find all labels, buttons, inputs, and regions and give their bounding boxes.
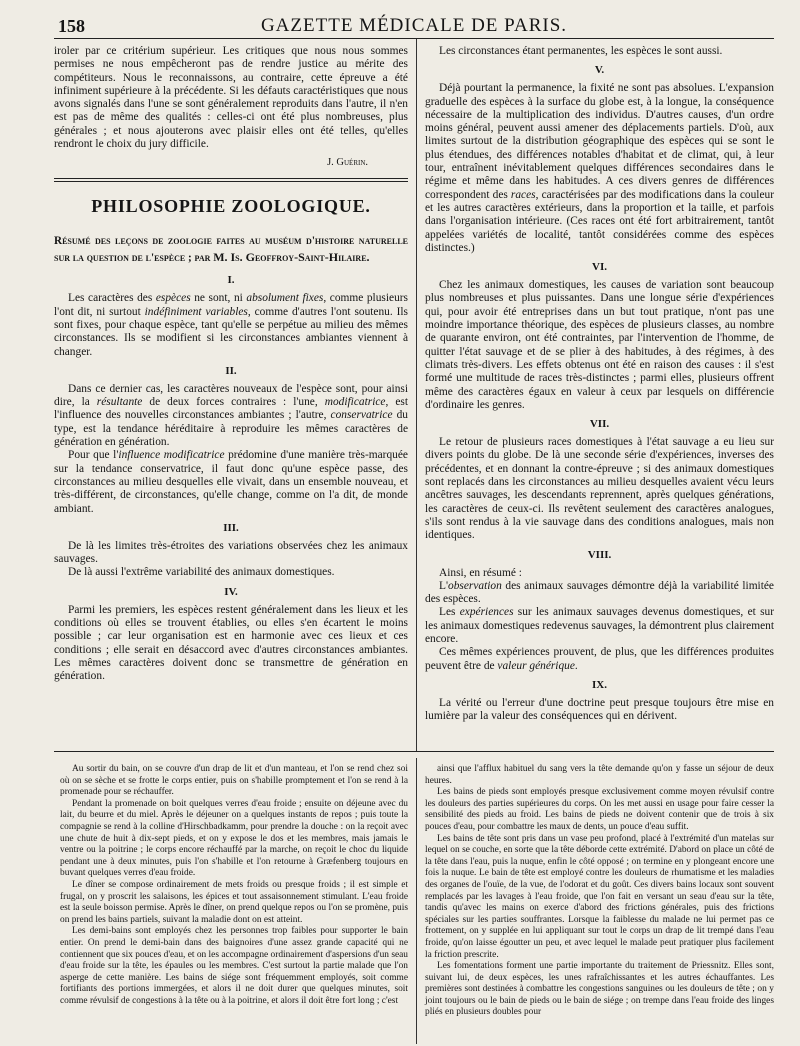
article-subtitle: [54, 233, 408, 266]
paragraph: Les bains de tête sont pris dans un vase peu profond, placé à l'extrémité d'un matelas sur lequel on se couche, en sorte que la tête déborde cette extrémité. D'abord on place un côté de la tête dans l'eau, puis la nuque, enfin le côté opposé ; on termine en y plongeant encore une fois la nuque. Le bain de tête est employé contre les douleurs de rhumatisme et les maladies des organes de l'ouïe, de la vue, de l'odorat et du goût. Ces divers bains locaux sont souvent remplacés par les lavages à l'eau froide, que l'on fait en versant un seau d'eau sur la tête, tandis qu'avec les mains on exerce d'abord des frictions générales, puis des frictions spéciales sur les parties souffrantes. Lorsque la faiblesse du malade ne lui permet pas ce frottement, on y supplée en lui appliquant sur tout le corps un drap de lit trempé dans l'eau froide, qu'on laisse égoutter un peu, et avec lequel le malade peut pratiquer plus facilement la friction prescrite.: [425, 833, 774, 960]
paragraph: Le retour de plusieurs races domestiques à l'état sauvage a eu lieu sur divers points du globe. De là une seconde série d'expériences, inverses des précédentes, et en donnant la contre-épreuve ; si des animaux domestiques sont replacés dans les circonstances au milieu desquelles avaient vécu leurs ancêtres sauvages, les descendants reprennent, après quelques générations, les caractères de ceux-ci. Ils revêtent seulement des caractères analogues, s'ils sont rendus à la vie sauvage dans des conditions analogues, mais non identiques.: [425, 436, 774, 542]
text-run: Les caractères des: [68, 292, 156, 305]
text-run: du type, est la tendance héréditaire à reproduire les mêmes caractères de génération en génération.: [54, 409, 408, 449]
section-numeral: V.: [594, 64, 605, 77]
section-numeral: I.: [227, 274, 235, 287]
paragraph: [425, 646, 774, 673]
italic-run: modificatrice: [324, 396, 386, 409]
text-run: , comme d'autres l'ont soutenu. Ils sont fixes, pour chaque espèce, tant qu'elle se perpétue au milieu des mêmes circonstances. Ils se modifient si les circonstances ambiantes viennent à changer.: [54, 305, 408, 358]
paragraph: Pendant la promenade on boit quelques verres d'eau froide ; ensuite on déjeune avec du lait, du beurre et du miel. Après le déjeuner on a quelques instants de repos ; puis toute la compagnie se rend à la colline d'Hirschbadkamm, pour prendre la douche : on la reçoit avec une chute de huit à dix-sept pieds, et on y expose le dos et les membres, mais jamais le ventre ou la poitrine ; le corps encore réchauffé par la marche, on reçoit le choc du liquide pendant une à deux minutes, puis l'on s'habille et l'on retourne à Græfenberg toujours en buvant quelques verres d'eau froide.: [60, 798, 408, 879]
paragraph: Les fomentations forment une partie importante du traitement de Priessnitz. Elles sont, suivant lui, de deux espèces, les unes rafraîchissantes et les autres échauffantes. Les premières sont destinées à combattre les congestions sanguines ou les douleurs de tête ; on y joint toujours ou le bain de pieds ou le bain de siége ; on trempe dans l'eau froide des linges pliés en plusieurs doubles pour: [425, 961, 774, 1018]
section-numeral: VI.: [592, 261, 607, 274]
section-numeral: III.: [223, 521, 239, 534]
italic-run: indéfiniment variables: [144, 305, 248, 318]
journal-title: GAZETTE MÉDICALE DE PARIS.: [260, 15, 568, 36]
text-run: , caractérisées par des modifications dans la couleur et les autres caractères extérieurs, dans la proportion et la taille, et parfois dans l'organisation intérieure. (Ces races ont été fort arbitrairement, tantôt appelées variétés de localité, tantôt considérées comme des espèces distinctes.): [425, 188, 774, 254]
lower-section: [54, 752, 774, 1044]
author-name: M. Is. Geoffroy-Saint-Hilaire.: [213, 250, 370, 265]
italic-run: observation: [448, 579, 502, 592]
italic-run: valeur générique: [497, 659, 575, 672]
paragraph: [54, 383, 408, 449]
section-title: PHILOSOPHIE ZOOLOGIQUE.: [91, 196, 371, 217]
upper-right-column: [416, 39, 774, 751]
paragraph: Les demi-bains sont employés chez les personnes trop faibles pour supporter le bain entier. On prend le demi-bain dans des baignoires d'une assez grande capacité qui ne contiennent que six pouces d'eau, et on les accompagne ordinairement d'aspersions d'un seau d'eau froide sur la tête, les épaules ou les membres. C'est surtout la partie malade que l'on asperge de cette manière. Les bains de siége sont fréquemment employés, soit comme fortifiants des portions immergées, et alors il ne doit durer que quelques minutes, soit comme révulsif de congestions à la tête ou à la poitrine, et alors il doit être fort long ; c'est: [60, 926, 408, 1006]
paragraph: Ainsi, en résumé :: [439, 566, 522, 579]
upper-section: [54, 39, 774, 752]
lower-left-column: [54, 758, 416, 1044]
text-run: des animaux sauvages démontre déjà la variabilité limitée des espèces.: [425, 579, 774, 606]
paragraph: ainsi que l'afflux habituel du sang vers la tête demande qu'on y fasse un séjour de deux heures.: [425, 764, 774, 786]
italic-run: influence modificatrice: [118, 449, 225, 462]
paragraph: [425, 82, 774, 255]
section-numeral: VIII.: [587, 548, 612, 561]
paragraph: Les bains de pieds sont employés presque exclusivement comme moyen révulsif contre les douleurs des parties supérieures du corps. On les met aussi en usage pour faire cesser la sensibilité des pieds au froid. Les bains de pieds ne doivent contenir que de trois à six pouces d'eau, pour combattre les maux de dents, un pouce d'eau suffit.: [425, 787, 774, 832]
text-run: Pour que l': [68, 449, 119, 462]
paragraph: Le dîner se compose ordinairement de mets froids ou presque froids ; il est simple et frugal, on y proscrit les salaisons, les épices et tout assaisonnement stimulant. L'eau froide est la seule boisson permise. Après le dîner, on prend quelque repos ou l'on se promène, puis on prend les bains partiels, suivant la maladie dont on est atteint.: [60, 879, 408, 925]
italic-run: conservatrice: [330, 409, 393, 422]
lower-right-column: [416, 758, 774, 1044]
page-number: 158: [58, 16, 85, 36]
italic-run: résultante: [96, 396, 143, 409]
running-head: [54, 12, 774, 39]
paragraph: De là les limites très-étroites des variations observées chez les animaux sauvages.: [54, 539, 408, 566]
italic-run: races: [510, 188, 536, 201]
paragraph: [425, 606, 774, 646]
upper-left-column: [54, 39, 416, 751]
section-numeral: IX.: [592, 678, 607, 691]
section-numeral: II.: [225, 364, 237, 377]
text-run: .: [574, 659, 578, 672]
paragraph: La vérité ou l'erreur d'une doctrine peut presque toujours être mise en lumière par la valeur des conséquences qui en dérivent.: [425, 696, 774, 723]
paragraph: De là aussi l'extrême variabilité des animaux domestiques.: [68, 566, 335, 579]
paragraph: [54, 292, 408, 358]
text-run: , comme plusieurs l'ont dit, ni surtout: [54, 292, 408, 318]
paragraph: [425, 580, 774, 607]
text-run: prédomine d'une manière très-marquée sur la tendance conservatrice, il faut donc qu'une espèce passe, des circonstances au milieu desquelles elle vivait, dans un ensemble nouveau, et très-différent, de circonstances, qu'elle change, comme on l'a dit, de monde ambiant.: [54, 449, 408, 515]
text-run: Déjà pourtant la permanence, la fixité ne sont pas absolues. L'expansion graduelle des espèces à la surface du globe est, à la longue, la conséquence nécessaire de la multiplication des individus. D'autres causes, d'un ordre moins général, peuvent aussi amener des déplacements partiels. D'où, aux limites surtout de la distribution géographique des espèces qui se sont le plus étendues, des différences notables d'habitat et de climat, qui, à leur tour, entraînent inévitablement quelques différences secondaires dans le régime et même dans les habitudes. A ces divers genres de différences correspondent des: [425, 82, 774, 201]
text-run: , est l'influence des nouvelles circonstances ambiantes ; l'autre,: [54, 396, 408, 422]
paragraph: [54, 449, 408, 515]
text-run: sur les animaux sauvages devenus domestiques, et sur les animaux domestiques redevenus sauvages, la démontrent plus clairement encore.: [425, 606, 774, 645]
text-run: L': [439, 579, 449, 592]
text-run: Les: [439, 606, 460, 619]
closing-paragraph: iroler par ce critérium supérieur. Les critiques que nous nous sommes permises ne nous empêcheront pas de rendre justice au mérite des compétiteurs. Nous le reconnaissons, au contraire, cette épreuve a été infiniment supérieure à la précédente. Si les défauts caractéristiques que nous avons signalés dans l'une se sont généralement reproduits dans l'autre, il n'en est pas de même des qualités : celles-ci ont été plus nombreuses, plus générales ; et nous ajouterons avec plaisir elles ont été telles, qu'elles rendront le choix du jury difficile.: [54, 45, 408, 151]
text-run: Ces mêmes expériences prouvent, de plus, que les différences produites peuvent être de: [425, 646, 774, 672]
text-run: ne sont, ni: [190, 292, 247, 305]
section-numeral: VII.: [589, 418, 610, 431]
section-numeral: IV.: [224, 585, 238, 598]
section-divider: [54, 178, 408, 182]
paragraph: Chez les animaux domestiques, les causes de variation sont beaucoup plus nombreuses et plus puissantes. Dans une longue série d'expériences qui, pour avoir été entreprises dans un but tout pratique, n'ont pas une moindre importance théorique, des espèces de plusieurs classes, au nombre de quarante environ, ont été contraintes, par l'intervention de l'homme, de quitter l'état sauvage et de se plier à des habitudes, à des régimes, à des climats très-divers. Les effets obtenus ont été en raison des causes : il s'est formé une multitude de races très-distinctes ; parmi elles, plusieurs offrent même des caractères égaux en valeur à ceux par lesquels on différencie d'ordinaire les genres.: [425, 279, 774, 411]
subtitle-text: Résumé des leçons de zoologie faites au muséum d'histoire naturelle sur la question de l'espèce ; par: [54, 235, 408, 265]
signature: J. Guérin.: [327, 157, 368, 169]
text-run: Dans ce dernier cas, les caractères nouveaux de l'espèce sont, pour ainsi dire, la: [54, 382, 408, 409]
paragraph: Parmi les premiers, les espèces restent généralement dans les lieux et les conditions où elles se trouvent établies, ou elles s'en écartent le moins possible ; car leur organisation est en harmonie avec ces lieux et ces conditions ; elle serait en désaccord avec d'autres circonstances ambiantes. Les mêmes caractères doivent donc se transmettre de génération en génération.: [54, 603, 408, 683]
italic-run: absolument fixes: [246, 292, 324, 305]
paragraph: Les circonstances étant permanentes, les espèces le sont aussi.: [439, 45, 723, 57]
paragraph: Au sortir du bain, on se couvre d'un drap de lit et d'un manteau, et l'on se rend chez soi où on se sèche et se frotte le corps entier, puis on s'habille promptement et l'on se rend à la promenade pour se réchauffer.: [60, 764, 408, 798]
italic-run: expériences: [459, 606, 514, 619]
text-run: de deux forces contraires : l'une,: [142, 396, 325, 409]
italic-run: espèces: [155, 292, 191, 305]
